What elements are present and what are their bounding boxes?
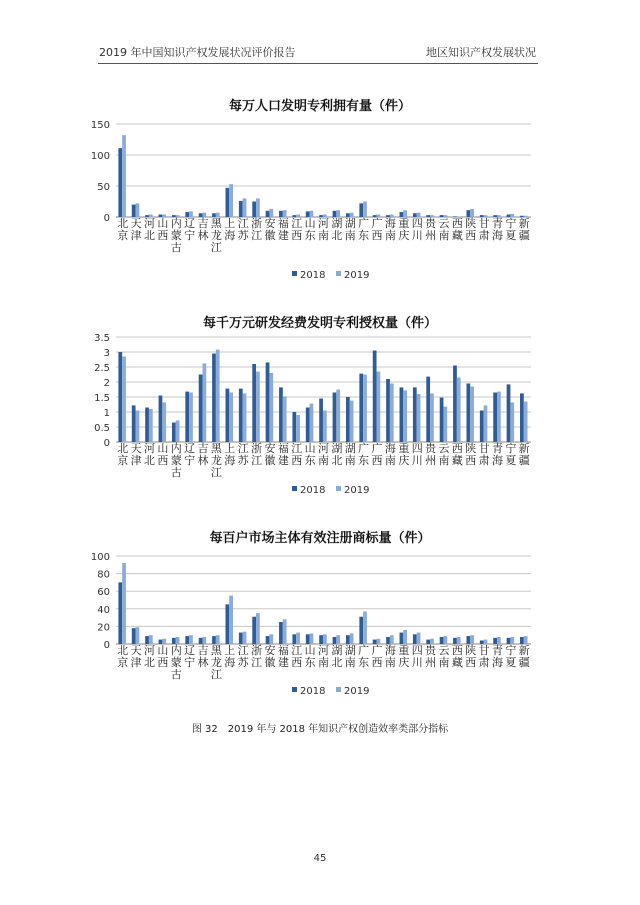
x-tick-label: 广东 — [358, 644, 370, 669]
bar-2018-天津 — [132, 405, 136, 442]
bar-2018-贵州 — [426, 377, 430, 442]
x-tick-label: 海南 — [384, 217, 396, 242]
x-tick-label: 广西 — [371, 644, 383, 669]
y-tick-label: 100 — [90, 552, 110, 563]
bar-2018-海南 — [386, 379, 390, 442]
x-tick-label: 山东 — [304, 442, 316, 467]
bar-2019-辽宁 — [189, 393, 193, 443]
bar-2019-吉林 — [202, 363, 206, 442]
bar-2019-北京 — [122, 563, 126, 644]
bar-2018-重庆 — [400, 387, 404, 442]
bar-2019-天津 — [136, 203, 140, 217]
legend-label-2018: 2018 — [300, 686, 326, 697]
bar-2019-福建 — [283, 396, 287, 442]
y-tick-label: 1.5 — [94, 393, 110, 404]
bar-2019-河南 — [323, 634, 327, 644]
bar-2019-陕西 — [470, 209, 474, 217]
bar-2019-湖北 — [336, 635, 340, 644]
x-tick-label: 吉林 — [197, 644, 209, 669]
x-tick-label: 河南 — [318, 217, 329, 242]
bar-2018-上海 — [226, 188, 230, 217]
x-tick-label: 北京 — [117, 442, 129, 467]
x-tick-label: 江苏 — [237, 217, 249, 242]
x-tick-label: 江苏 — [237, 442, 249, 467]
bar-2018-重庆 — [400, 633, 404, 644]
header-left-title: 2019 年中国知识产权发展状况评价报告 — [99, 46, 296, 59]
bar-2019-云南 — [443, 407, 447, 442]
chart-2-title: 每千万元研发经费发明专利授权量（件） — [202, 316, 437, 331]
chart-1 — [0, 110, 640, 295]
x-tick-label: 河北 — [143, 217, 155, 242]
bar-2019-广东 — [363, 375, 367, 443]
bar-2019-山东 — [310, 633, 314, 644]
x-tick-label: 重庆 — [398, 442, 410, 467]
bar-2018-内蒙古 — [172, 423, 176, 443]
bar-2019-安徽 — [269, 634, 273, 644]
x-tick-label: 吉林 — [197, 217, 209, 242]
x-tick-label: 安徽 — [264, 442, 276, 467]
x-tick-label: 广西 — [371, 442, 383, 467]
x-tick-label: 青海 — [492, 442, 504, 467]
x-tick-label: 广西 — [371, 217, 383, 242]
legend-swatch-2019 — [336, 687, 341, 692]
bar-2019-内蒙古 — [176, 420, 180, 442]
bar-2018-辽宁 — [185, 392, 189, 442]
x-tick-label: 辽宁 — [184, 442, 196, 467]
bar-2018-北京 — [118, 352, 122, 442]
x-tick-label: 云南 — [438, 442, 450, 467]
x-tick-label: 新疆 — [518, 644, 530, 669]
bar-2019-海南 — [390, 635, 394, 644]
x-tick-label: 浙江 — [251, 644, 263, 669]
bar-2019-江西 — [296, 633, 300, 644]
bar-2019-北京 — [122, 357, 126, 443]
x-tick-label: 上海 — [224, 217, 236, 242]
x-tick-label: 河北 — [143, 644, 155, 669]
x-tick-label: 湖北 — [331, 442, 343, 467]
bar-2019-上海 — [229, 393, 233, 443]
x-tick-label: 海南 — [384, 442, 396, 467]
x-tick-label: 天津 — [130, 217, 142, 242]
bar-2018-新疆 — [520, 637, 524, 644]
x-tick-label: 海南 — [384, 644, 396, 669]
bar-2018-江苏 — [239, 389, 243, 442]
y-tick-label: 20 — [97, 622, 110, 634]
bar-2018-上海 — [226, 389, 230, 442]
bar-2019-河南 — [323, 411, 327, 443]
bar-2019-北京 — [122, 135, 126, 217]
x-tick-label: 上海 — [224, 644, 236, 669]
bar-2018-陕西 — [466, 636, 470, 644]
bar-2018-甘肃 — [480, 411, 484, 443]
bar-2019-重庆 — [403, 630, 407, 644]
bar-2019-重庆 — [403, 390, 407, 442]
x-tick-label: 甘肃 — [478, 217, 490, 242]
x-tick-label: 云南 — [438, 217, 450, 242]
bar-2018-福建 — [279, 622, 283, 644]
x-tick-label: 江西 — [291, 442, 303, 467]
bar-2018-黑龙江 — [212, 354, 216, 443]
chart-3 — [0, 545, 640, 705]
bar-2018-湖北 — [333, 637, 337, 644]
bar-2019-湖南 — [350, 633, 354, 644]
bar-2018-山西 — [159, 396, 163, 443]
x-tick-label: 重庆 — [398, 644, 410, 669]
bar-2018-陕西 — [466, 384, 470, 443]
x-tick-label: 山东 — [304, 217, 316, 242]
bar-2018-河北 — [145, 636, 149, 644]
bar-2018-山东 — [306, 634, 310, 644]
bar-2019-新疆 — [524, 402, 528, 443]
bar-2019-青海 — [497, 392, 501, 442]
x-tick-label: 浙江 — [251, 442, 263, 467]
x-tick-label: 四川 — [411, 644, 423, 669]
bar-2018-宁夏 — [507, 384, 511, 442]
bar-2019-河北 — [149, 635, 153, 644]
x-tick-label: 福建 — [277, 644, 289, 669]
x-tick-label: 宁夏 — [505, 217, 517, 242]
bar-2018-安徽 — [266, 363, 270, 443]
x-tick-label: 重庆 — [398, 217, 410, 242]
y-tick-label: 100 — [90, 151, 110, 162]
bar-2018-广东 — [359, 617, 363, 644]
x-tick-label: 天津 — [130, 442, 142, 467]
bar-2019-湖南 — [350, 401, 354, 442]
x-tick-label: 河南 — [318, 644, 329, 669]
bar-2019-福建 — [283, 619, 287, 644]
x-tick-label: 安徽 — [264, 644, 276, 669]
bar-2019-广东 — [363, 202, 367, 218]
x-tick-label: 内蒙古 — [170, 442, 182, 479]
legend-swatch-2018 — [292, 687, 297, 692]
bar-2018-广东 — [359, 374, 363, 442]
legend-swatch-2018 — [292, 486, 297, 491]
x-tick-label: 宁夏 — [505, 644, 517, 669]
bar-2019-上海 — [229, 596, 233, 644]
x-tick-label: 贵州 — [425, 442, 437, 467]
bar-2018-河南 — [319, 635, 323, 644]
bar-2019-安徽 — [269, 373, 273, 442]
bar-2019-四川 — [417, 633, 421, 644]
bar-2018-四川 — [413, 634, 417, 644]
x-tick-label: 湖北 — [331, 217, 343, 242]
bar-2018-陕西 — [466, 210, 470, 217]
x-tick-label: 西藏 — [451, 644, 463, 669]
bar-2018-安徽 — [266, 636, 270, 644]
bar-2019-浙江 — [256, 372, 260, 443]
x-tick-label: 青海 — [492, 217, 504, 242]
chart-3-title: 每百户市场主体有效注册商标量（件） — [209, 531, 431, 546]
bar-2018-北京 — [118, 148, 122, 217]
x-tick-label: 河北 — [143, 442, 155, 467]
bar-2018-浙江 — [252, 364, 256, 442]
y-tick-label: 1 — [103, 408, 110, 419]
bar-2018-湖北 — [333, 393, 337, 443]
bar-2018-浙江 — [252, 202, 256, 218]
bar-2018-西藏 — [453, 366, 457, 443]
x-tick-label: 云南 — [438, 644, 450, 669]
bar-2018-河南 — [319, 399, 323, 443]
bar-2018-云南 — [440, 398, 444, 442]
y-tick-label: 150 — [90, 120, 110, 131]
x-tick-label: 天津 — [130, 644, 142, 669]
y-tick-label: 3 — [103, 348, 110, 359]
bar-2018-辽宁 — [185, 636, 189, 644]
bar-2018-黑龙江 — [212, 636, 216, 644]
bar-2018-江西 — [292, 634, 296, 644]
bar-2019-甘肃 — [484, 405, 488, 442]
bar-2019-山西 — [162, 402, 166, 442]
y-tick-label: 60 — [97, 587, 110, 599]
bar-2019-上海 — [229, 184, 233, 217]
x-tick-label: 广东 — [358, 217, 370, 242]
bar-2019-天津 — [136, 411, 140, 443]
bar-2019-广西 — [377, 372, 381, 443]
x-tick-label: 江西 — [291, 217, 303, 242]
x-tick-label: 辽宁 — [184, 217, 196, 242]
x-tick-label: 山西 — [157, 442, 169, 467]
y-tick-label: 0 — [103, 438, 110, 449]
bar-2019-黑龙江 — [216, 635, 220, 644]
bar-2018-江苏 — [239, 201, 243, 217]
bar-2019-湖北 — [336, 390, 340, 443]
bar-2018-浙江 — [252, 617, 256, 644]
bar-2019-湖北 — [336, 210, 340, 217]
x-tick-label: 湖南 — [344, 644, 356, 669]
x-tick-label: 西藏 — [451, 217, 463, 242]
x-tick-label: 山东 — [304, 644, 316, 669]
bar-2019-江苏 — [243, 198, 247, 217]
bar-2019-山东 — [310, 404, 314, 442]
bar-2018-天津 — [132, 628, 136, 644]
bar-2019-宁夏 — [510, 402, 514, 442]
x-tick-label: 陕西 — [465, 217, 477, 242]
legend-label-2019: 2019 — [344, 686, 370, 697]
bar-2018-山东 — [306, 408, 310, 443]
bar-2019-安徽 — [269, 209, 273, 217]
y-tick-label: 0 — [103, 640, 110, 651]
bar-2019-吉林 — [202, 637, 206, 644]
x-tick-label: 宁夏 — [505, 442, 517, 467]
x-tick-label: 辽宁 — [184, 644, 196, 669]
x-tick-label: 黑龙江 — [210, 217, 222, 254]
x-tick-label: 湖南 — [344, 442, 356, 467]
bar-2019-西藏 — [457, 637, 461, 644]
bar-2019-天津 — [136, 627, 140, 644]
y-tick-label: 2.5 — [94, 363, 110, 374]
x-tick-label: 贵州 — [425, 217, 437, 242]
y-tick-label: 40 — [97, 604, 110, 616]
x-tick-label: 安徽 — [264, 217, 276, 242]
y-tick-label: 50 — [97, 182, 110, 193]
x-tick-label: 四川 — [411, 217, 423, 242]
bar-2019-陕西 — [470, 635, 474, 644]
page-number: 45 — [313, 853, 327, 864]
figure-caption: 图 32 2019 年与 2018 年知识产权创造效率类部分指标 — [191, 724, 449, 735]
y-tick-label: 2 — [103, 378, 110, 389]
bar-2018-江苏 — [239, 633, 243, 644]
x-tick-label: 河南 — [318, 442, 329, 467]
x-tick-label: 湖南 — [344, 217, 356, 242]
bar-2019-广东 — [363, 611, 367, 644]
x-tick-label: 甘肃 — [478, 442, 490, 467]
bar-2019-新疆 — [524, 636, 528, 644]
bar-2018-青海 — [493, 393, 497, 443]
bar-2018-河北 — [145, 408, 149, 443]
x-tick-label: 福建 — [277, 217, 289, 242]
legend-label-2018: 2018 — [300, 485, 326, 496]
bar-2019-江西 — [296, 415, 300, 442]
x-tick-label: 山西 — [157, 217, 169, 242]
x-tick-label: 吉林 — [197, 442, 209, 467]
legend-swatch-2018 — [292, 271, 297, 276]
bar-2019-内蒙古 — [176, 637, 180, 644]
x-tick-label: 北京 — [117, 644, 129, 669]
bar-2019-四川 — [417, 394, 421, 442]
bar-2018-湖南 — [346, 397, 350, 442]
bar-2019-江苏 — [243, 393, 247, 442]
x-tick-label: 黑龙江 — [210, 644, 222, 681]
legend-label-2018: 2018 — [300, 270, 326, 281]
x-tick-label: 广东 — [358, 442, 370, 467]
bar-2018-天津 — [132, 205, 136, 217]
bar-2018-广西 — [373, 351, 377, 443]
bar-2019-辽宁 — [189, 635, 193, 644]
header-rule — [98, 63, 538, 64]
bar-2019-黑龙江 — [216, 350, 220, 442]
bar-2019-福建 — [283, 210, 287, 217]
bar-2019-重庆 — [403, 210, 407, 217]
x-tick-label: 甘肃 — [478, 644, 490, 669]
x-tick-label: 浙江 — [251, 217, 263, 242]
legend-swatch-2019 — [336, 486, 341, 491]
x-tick-label: 上海 — [224, 442, 236, 467]
x-tick-label: 四川 — [411, 442, 423, 467]
x-tick-label: 黑龙江 — [210, 442, 222, 479]
y-tick-label: 0 — [103, 213, 110, 224]
x-tick-label: 贵州 — [425, 644, 437, 669]
bar-2019-江苏 — [243, 632, 247, 644]
x-tick-label: 新疆 — [518, 442, 530, 467]
bar-2019-贵州 — [430, 393, 434, 442]
bar-2019-青海 — [497, 637, 501, 644]
x-tick-label: 新疆 — [518, 217, 530, 242]
bar-2019-浙江 — [256, 613, 260, 644]
bar-2018-广东 — [359, 203, 363, 217]
bar-2019-陕西 — [470, 387, 474, 443]
bar-2019-西藏 — [457, 378, 461, 443]
x-tick-label: 陕西 — [465, 644, 477, 669]
bar-2018-上海 — [226, 604, 230, 644]
chart-1-title: 每万人口发明专利拥有量（件） — [228, 99, 411, 114]
y-tick-label: 0.5 — [94, 423, 110, 434]
legend-swatch-2019 — [336, 271, 341, 276]
bar-2019-海南 — [390, 384, 394, 443]
chart-2 — [0, 325, 640, 505]
x-tick-label: 湖北 — [331, 644, 343, 669]
bar-2018-湖南 — [346, 635, 350, 644]
y-tick-label: 3.5 — [94, 333, 110, 344]
bar-2019-浙江 — [256, 198, 260, 217]
x-tick-label: 西藏 — [451, 442, 463, 467]
legend-label-2019: 2019 — [344, 485, 370, 496]
bar-2018-海南 — [386, 637, 390, 644]
bar-2018-云南 — [440, 637, 444, 644]
x-tick-label: 江西 — [291, 644, 303, 669]
x-tick-label: 北京 — [117, 217, 129, 242]
bar-2018-江西 — [292, 412, 296, 442]
x-tick-label: 山西 — [157, 644, 169, 669]
bar-2018-吉林 — [199, 375, 203, 443]
x-tick-label: 青海 — [492, 644, 504, 669]
bar-2018-北京 — [118, 582, 122, 644]
bar-2019-河北 — [149, 409, 153, 442]
bar-2018-四川 — [413, 387, 417, 442]
legend-label-2019: 2019 — [344, 270, 370, 281]
x-tick-label: 福建 — [277, 442, 289, 467]
bar-2019-宁夏 — [510, 637, 514, 644]
bar-2018-福建 — [279, 387, 283, 442]
x-tick-label: 陕西 — [465, 442, 477, 467]
x-tick-label: 江苏 — [237, 644, 249, 669]
x-tick-label: 内蒙古 — [170, 644, 182, 681]
x-tick-label: 内蒙古 — [170, 217, 182, 254]
y-tick-label: 80 — [97, 569, 110, 581]
header-right-title: 地区知识产权发展状况 — [426, 46, 536, 59]
bar-2019-云南 — [443, 636, 447, 644]
bar-2018-新疆 — [520, 393, 524, 442]
